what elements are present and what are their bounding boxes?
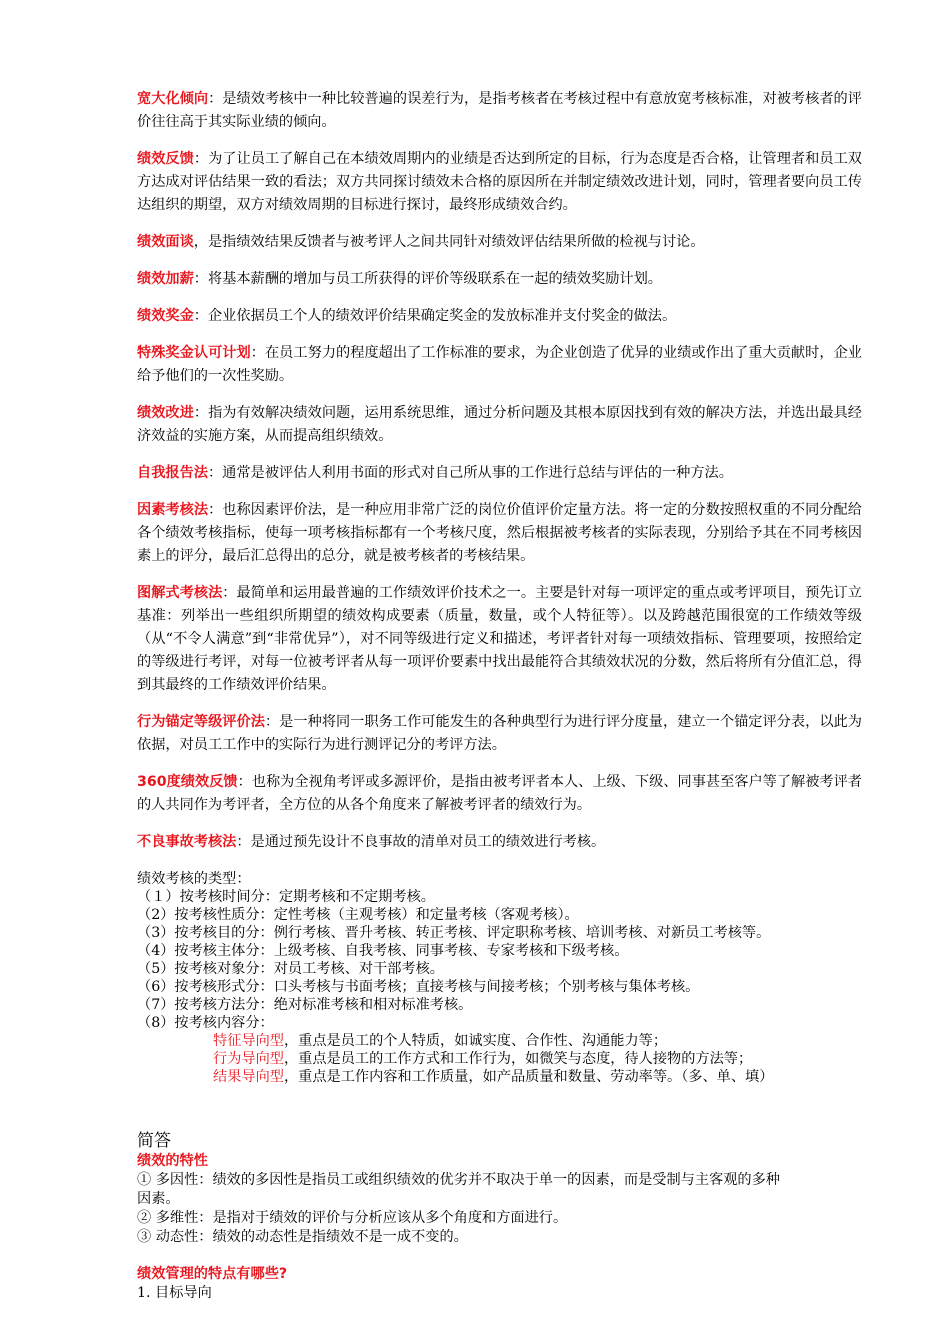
definition-4: 绩效加薪：将基本薪酬的增加与员工所获得的评价等级联系在一起的绩效奖励计划。 — [137, 271, 662, 287]
definition-11: 行为锚定等级评价法：是一种将同一职务工作可能发生的各种典型行为进行评分度量，建立一个锚定评分表，以此为依据，对员工工作中的实际行为进行测评记分的考评方法。 — [137, 714, 862, 753]
definition-term: 因素考核法 — [137, 502, 209, 518]
definition-3: 绩效面谈，是指绩效结果反馈者与被考评人之间共同针对绩效评估结果所做的检视与讨论。 — [137, 234, 705, 250]
document-content — [137, 88, 862, 1303]
definition-6: 特殊奖金认可计划：在员工努力的程度超出了工作标准的要求，为企业创造了优异的业绩或作出了重大贡献时，企业给予他们的一次性奖励。 — [137, 345, 862, 384]
definition-text: 为了让员工了解自己在本绩效周期内的业绩是否达到所定的目标，行为态度是否合格，让管理者和员工双方达成对评估结果一致的看法；双方共同探讨绩效未合格的原因所在并制定绩效改进计划，同时，管理者要向员工传达组织的期望，双方对绩效周期的目标进行探讨，最终形成绩效合约。 — [137, 151, 862, 213]
type-item: （4）按考核主体分：上级考核、自我考核、同事考核、专家考核和下级考核。 — [137, 943, 629, 959]
definition-term: 行为锚定等级评价法 — [137, 714, 265, 730]
definition-12: 360度绩效反馈：也称为全视角考评或多源评价，是指由被考评者本人、上级、下级、同事甚至客户等了解被考评者的人共同作为考评者，全方位的从各个角度来了解被考评者的绩效行为。 — [137, 774, 862, 813]
short-answer-section — [137, 1130, 862, 1303]
definition-9: 因素考核法：也称因素评价法，是一种应用非常广泛的岗位价值评价定量方法。将一定的分数按照权重的不同分配给各个绩效考核指标，使每一项考核指标都有一个考核尺度，然后根据被考核者的实际表现，分别给予其在不同考核因素上的评分，最后汇总得出的总分，就是被考核者的考核结果。 — [137, 502, 862, 564]
definition-text: 最简单和运用最普遍的工作绩效评价技术之一。主要是针对每一项评定的重点或考评项目，预先订立基准：列举出一些组织所期望的绩效构成要素（质量，数量，或个人特征等）。以及跨越范围很宽的工作绩效等级（从“不令人满意”到“非常优异”），对不同等级进行定义和描述，考评者针对每一项绩效指标、管理要项，按照给定的等级进行考评，对每一位被考评者从每一项评价要素中找出最能符合其绩效状况的分数，然后将所有分值汇总，得到其最终的工作绩效评价结果。 — [137, 585, 862, 693]
definition-term: 宽大化倾向 — [137, 91, 209, 107]
type-item: （7）按考核方法分：绝对标准考核和相对标准考核。 — [137, 997, 473, 1013]
definition-text: 是绩效考核中一种比较普遍的误差行为，是指考核者在考核过程中有意放宽考核标准，对被考核者的评价往往高于其实际业绩的倾向。 — [137, 91, 862, 130]
definition-term: 360度绩效反馈 — [137, 774, 238, 790]
definition-text: 是通过预先设计不良事故的清单对员工的绩效进行考核。 — [250, 834, 606, 850]
definition-term: 绩效奖金 — [137, 308, 194, 324]
definition-1: 宽大化倾向：是绩效考核中一种比较普遍的误差行为，是指考核者在考核过程中有意放宽考核标准，对被考核者的评价往往高于其实际业绩的倾向。 — [137, 91, 862, 130]
definition-term: 特殊奖金认可计划 — [137, 345, 251, 361]
answer-line: ② 多维性：是指对于绩效的评价与分析应该从多个角度和方面进行。 — [137, 1210, 568, 1226]
type-item: （6）按考核形式分：口头考核与书面考核；直接考核与间接考核；个别考核与集体考核。 — [137, 979, 700, 995]
appraisal-types-section — [137, 870, 862, 1086]
answer-line: ③ 动态性：绩效的动态性是指绩效不是一成不变的。 — [137, 1229, 468, 1245]
answer-line: 1. 目标导向 — [137, 1285, 212, 1301]
question-title: 绩效管理的特点有哪些? — [137, 1266, 288, 1282]
definition-term: 图解式考核法 — [137, 585, 223, 601]
definition-text: 将基本薪酬的增加与员工所获得的评价等级联系在一起的绩效奖励计划。 — [207, 271, 662, 287]
definition-term: 绩效反馈 — [137, 151, 194, 167]
definition-10: 图解式考核法：最简单和运用最普遍的工作绩效评价技术之一。主要是针对每一项评定的重点或考评项目，预先订立基准：列举出一些组织所期望的绩效构成要素（质量，数量，或个人特征等）。以及跨越范围很宽的工作绩效等级（从“不令人满意”到“非常优异”），对不同等级进行定义和描述，考评者针对每一项绩效指标、管理要项，按照给定的等级进行考评，对每一位被考评者从每一项评价要素中找出最能符合其绩效状况的分数，然后将所有分值汇总，得到其最终的工作绩效评价结果。 — [137, 585, 862, 693]
type-subitem: 行为导向型，重点是员工的工作方式和工作行为，如微笑与态度，待人接物的方法等； — [213, 1051, 753, 1067]
definition-text: 通常是被评估人利用书面的形式对自己所从事的工作进行总结与评估的一种方法。 — [222, 465, 733, 481]
definition-8: 自我报告法：通常是被评估人利用书面的形式对自己所从事的工作进行总结与评估的一种方法。 — [137, 465, 733, 481]
type-subitem-name: 结果导向型 — [213, 1069, 284, 1085]
type-subitem: 结果导向型，重点是工作内容和工作质量，如产品质量和数量、劳动率等。（多、单、填） — [213, 1069, 774, 1085]
question-title: 绩效的特性 — [137, 1153, 208, 1169]
definition-5: 绩效奖金：企业依据员工个人的绩效评价结果确定奖金的发放标准并支付奖金的做法。 — [137, 308, 677, 324]
section-title: 简答 — [137, 1131, 171, 1151]
definition-text: 也称因素评价法，是一种应用非常广泛的岗位价值评价定量方法。将一定的分数按照权重的不同分配给各个绩效考核指标，使每一项考核指标都有一个考核尺度，然后根据被考核者的实际表现，分别给予其在不同考核因素上的评分，最后汇总得出的总分，就是被考核者的考核结果。 — [137, 502, 862, 564]
definition-2: 绩效反馈：为了让员工了解自己在本绩效周期内的业绩是否达到所定的目标，行为态度是否合格，让管理者和员工双方达成对评估结果一致的看法；双方共同探讨绩效未合格的原因所在并制定绩效改进计划，同时，管理者要向员工传达组织的期望，双方对绩效周期的目标进行探讨，最终形成绩效合约。 — [137, 151, 862, 213]
type-subitem-name: 特征导向型 — [213, 1033, 284, 1049]
definition-term: 绩效加薪 — [137, 271, 194, 287]
type-item: （１）按考核时间分：定期考核和不定期考核。 — [137, 889, 435, 905]
definition-text: 是一种将同一职务工作可能发生的各种典型行为进行评分度量，建立一个锚定评分表，以此为依据，对员工工作中的实际行为进行测评记分的考评方法。 — [137, 714, 862, 753]
definition-term: 绩效改进 — [137, 405, 194, 421]
type-subitem-name: 行为导向型 — [213, 1051, 284, 1067]
types-title: 绩效考核的类型： — [137, 871, 251, 887]
definition-text: 在员工努力的程度超出了工作标准的要求，为企业创造了优异的业绩或作出了重大贡献时，企业给予他们的一次性奖励。 — [137, 345, 862, 384]
answer-line: ① 多因性：绩效的多因性是指员工或组织绩效的优劣并不取决于单一的因素，而是受制与主客观的多种 — [137, 1172, 780, 1188]
definition-13: 不良事故考核法：是通过预先设计不良事故的清单对员工的绩效进行考核。 — [137, 834, 606, 850]
answer-line: 因素。 — [137, 1191, 180, 1207]
definition-text: 也称为全视角考评或多源评价，是指由被考评者本人、上级、下级、同事甚至客户等了解被考评者的人共同作为考评者，全方位的从各个角度来了解被考评者的绩效行为。 — [137, 774, 862, 813]
definition-7: 绩效改进：指为有效解决绩效问题，运用系统思维，通过分析问题及其根本原因找到有效的解决方法，并选出最具经济效益的实施方案，从而提高组织绩效。 — [137, 405, 862, 444]
definition-term: 自我报告法 — [137, 465, 208, 481]
type-item: （2）按考核性质分：定性考核（主观考核）和定量考核（客观考核）。 — [137, 907, 579, 923]
definitions-section — [137, 88, 862, 854]
type-item: （8）按考核内容分： — [137, 1015, 274, 1031]
definition-term: 绩效面谈 — [137, 234, 194, 250]
type-item: （3）按考核目的分：例行考核、晋升考核、转正考核、评定职称考核、培训考核、对新员工考核等。 — [137, 925, 771, 941]
type-subitem: 特征导向型，重点是员工的个人特质，如诚实度、合作性、沟通能力等； — [213, 1033, 668, 1049]
type-item: （5）按考核对象分：对员工考核、对干部考核。 — [137, 961, 444, 977]
definition-text: 指为有效解决绩效问题，运用系统思维，通过分析问题及其根本原因找到有效的解决方法，并选出最具经济效益的实施方案，从而提高组织绩效。 — [137, 405, 862, 444]
definition-text: 是指绩效结果反馈者与被考评人之间共同针对绩效评估结果所做的检视与讨论。 — [207, 234, 705, 250]
definition-text: 企业依据员工个人的绩效评价结果确定奖金的发放标准并支付奖金的做法。 — [207, 308, 677, 324]
definition-term: 不良事故考核法 — [137, 834, 237, 850]
